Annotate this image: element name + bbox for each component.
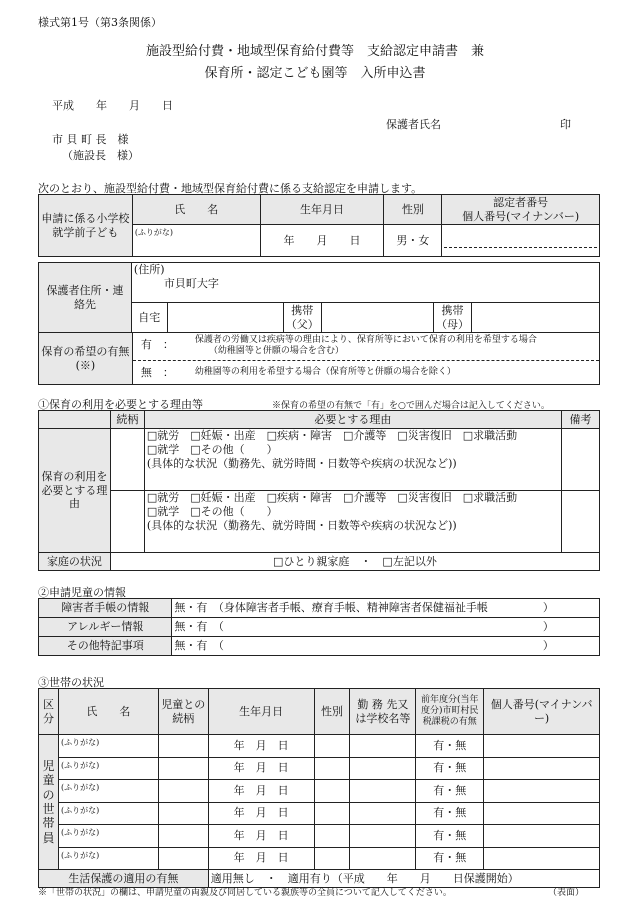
child-info-table	[38, 598, 600, 656]
member-birth-field[interactable]: 年 月 日	[208, 847, 314, 870]
reason-table	[38, 410, 600, 571]
member-relation-field[interactable]	[158, 847, 208, 870]
furigana-label: (ふりがな)	[60, 760, 100, 770]
section1-note: ※保育の希望の有無で「有」を○で囲んだ場合は記入してください。	[272, 401, 550, 411]
guardian-table	[38, 262, 600, 333]
wish-no: 無 ：	[140, 366, 174, 379]
child-label: 申請に係る小学校就学前子ども	[39, 195, 133, 257]
member-sex-field[interactable]	[314, 757, 350, 780]
member-name-field[interactable]	[58, 825, 158, 848]
household-row	[39, 780, 600, 803]
reason-corner	[39, 411, 111, 429]
section1-title: ①保育の利用を必要とする理由等	[38, 398, 203, 411]
member-name-field[interactable]	[58, 780, 158, 803]
member-tax-field[interactable]: 有・無	[416, 847, 484, 870]
member-mynumber-field[interactable]	[484, 780, 600, 803]
welfare-field[interactable]: 適用無し ・ 適用有り（平成 年 月 日保護開始）	[208, 870, 599, 888]
seal-mark: 印	[560, 118, 571, 131]
member-mynumber-field[interactable]	[484, 735, 600, 758]
disability-label: 障害者手帳の情報	[39, 599, 172, 618]
addressee-mayor: 市 貝 町 長 様	[52, 133, 129, 146]
home-phone-field[interactable]	[167, 303, 283, 333]
member-relation-field[interactable]	[158, 780, 208, 803]
wish-yes-text: 保護者の労働又は疾病等の理由により、保育所等において保育の利用を希望する場合	[194, 335, 537, 345]
child-name-field[interactable]	[132, 225, 260, 257]
home-label: 自宅	[131, 303, 167, 333]
other-notes-field[interactable]: 無・有 （ ）	[172, 637, 600, 656]
household-row	[39, 735, 600, 758]
reason-situation: (具体的な状況（勤務先、就労時間・日数等や疾病の状況など))	[146, 456, 457, 470]
title-line2: 保育所・認定こども園等 入所申込書	[204, 66, 426, 81]
col-cert: 認定者番号	[493, 195, 549, 209]
household-row	[39, 847, 600, 870]
reason-row-label: 保育の利用を必要とする理由	[39, 429, 111, 553]
furigana-label: (ふりがな)	[60, 738, 100, 747]
form-number: 様式第1号（第3条関係）	[38, 16, 162, 29]
wish-label: 保育の希望の有無(※)	[39, 333, 133, 385]
mobile-mother-field[interactable]	[471, 303, 599, 333]
furigana-label: (ふりがな)	[134, 228, 174, 237]
member-sex-field[interactable]	[314, 847, 350, 870]
intro-text: 次のとおり、施設型給付費・地域型保育給付費に係る支給認定を申請します。	[38, 182, 423, 195]
allergy-field[interactable]: 無・有 （ ）	[172, 618, 600, 637]
member-name-field[interactable]	[58, 735, 158, 758]
date-line: 平成 年 月 日	[52, 99, 173, 112]
mobile-mother-label: 携帯（母）	[433, 303, 471, 333]
col-birth: 生年月日	[260, 195, 384, 225]
col-member-birth: 生年月日	[208, 689, 314, 735]
other-notes-label: その他特記事項	[39, 637, 172, 656]
col-remarks: 備考	[562, 411, 600, 429]
member-birth-field[interactable]: 年 月 日	[208, 825, 314, 848]
member-sex-field[interactable]	[314, 735, 350, 758]
col-member-sex: 性別	[314, 689, 350, 735]
member-relation-field[interactable]	[158, 757, 208, 780]
col-child-relation: 児童との続柄	[158, 689, 208, 735]
reason-options-line1: □就労 □妊娠・出産 □疾病・障害 □介護等 □災害復旧 □求職活動	[146, 491, 518, 504]
wish-options[interactable]	[132, 333, 599, 385]
addressee-facility-head: （施設長 様）	[62, 149, 139, 162]
member-workplace-field[interactable]	[350, 735, 416, 758]
member-workplace-field[interactable]	[350, 757, 416, 780]
household-side-label: 児童の世帯員	[39, 735, 59, 870]
relation-field-2[interactable]	[110, 491, 144, 553]
member-relation-field[interactable]	[158, 735, 208, 758]
member-name-field[interactable]	[58, 847, 158, 870]
family-label: 家庭の状況	[39, 553, 111, 571]
mobile-father-field[interactable]	[321, 303, 433, 333]
cert-number-field[interactable]	[442, 225, 600, 257]
member-mynumber-field[interactable]	[484, 825, 600, 848]
col-cert-mynumber	[442, 195, 600, 225]
member-birth-field[interactable]: 年 月 日	[208, 802, 314, 825]
section3-title: ③世帯の状況	[38, 676, 104, 689]
reason-field-1[interactable]	[144, 429, 561, 491]
col-workplace: 勤 務 先又 は学校名等	[350, 689, 416, 735]
col-relation: 続柄	[110, 411, 144, 429]
member-name-field[interactable]	[58, 757, 158, 780]
member-workplace-field[interactable]	[350, 802, 416, 825]
section2-title: ②申請児童の情報	[38, 586, 126, 599]
address-value: 市貝町大字	[163, 276, 219, 290]
member-tax-field[interactable]: 有・無	[416, 735, 484, 758]
relation-field-1[interactable]	[110, 429, 144, 491]
reason-field-2[interactable]	[144, 491, 561, 553]
col-member-mynumber: 個人番号(マイナンバー)	[484, 689, 600, 735]
furigana-label: (ふりがな)	[60, 783, 100, 792]
reason-options-line2: □就学 □その他（ ）	[146, 442, 278, 456]
reason-options-line1: □就労 □妊娠・出産 □疾病・障害 □介護等 □災害復旧 □求職活動	[146, 429, 518, 442]
remarks-field-2[interactable]	[562, 491, 600, 553]
wish-no-row[interactable]	[133, 361, 599, 383]
member-mynumber-field[interactable]	[484, 802, 600, 825]
member-relation-field[interactable]	[158, 825, 208, 848]
applicant-table	[38, 194, 600, 257]
member-mynumber-field[interactable]	[484, 847, 600, 870]
member-mynumber-field[interactable]	[484, 757, 600, 780]
member-name-field[interactable]	[58, 802, 158, 825]
welfare-label: 生活保護の適用の有無	[39, 870, 209, 888]
household-row	[39, 825, 600, 848]
member-workplace-field[interactable]	[350, 780, 416, 803]
allergy-label: アレルギー情報	[39, 618, 172, 637]
guardian-label: 保護者住所・連絡先	[39, 263, 132, 333]
wish-table	[38, 332, 600, 385]
member-workplace-field[interactable]	[350, 847, 416, 870]
member-birth-field[interactable]: 年 月 日	[208, 757, 314, 780]
household-table	[38, 688, 600, 888]
col-tax: 前年度分(当年度分)市町村民税課税の有無	[416, 689, 484, 735]
title-line1: 施設型給付費・地域型保育給付費等 支給認定申請書 兼	[145, 44, 484, 59]
col-name: 氏 名	[132, 195, 260, 225]
child-sex-field[interactable]: 男・女	[384, 225, 442, 257]
wish-yes-sub: （幼稚園等と併願の場合を含む）	[208, 346, 344, 356]
remarks-field-1[interactable]	[562, 429, 600, 491]
household-row	[39, 757, 600, 780]
household-row	[39, 802, 600, 825]
disability-field[interactable]: 無・有 （身体障害者手帳、療育手帳、精神障害者保健福祉手帳 ）	[172, 599, 600, 618]
member-tax-field[interactable]: 有・無	[416, 757, 484, 780]
col-member-name: 氏 名	[58, 689, 158, 735]
member-relation-field[interactable]	[158, 802, 208, 825]
wish-yes-row[interactable]	[133, 334, 599, 361]
member-sex-field[interactable]	[314, 802, 350, 825]
col-mynumber: 個人番号(マイナンバー)	[462, 209, 580, 223]
furigana-label: (ふりがな)	[60, 805, 100, 815]
wish-yes: 有 ：	[140, 338, 174, 351]
household-footnote: ※「世帯の状況」の欄は、申請児童の両親及び同居している親族等の全員について記入してください。	[38, 888, 452, 898]
child-birth-field[interactable]: 年 月 日	[260, 225, 384, 257]
col-reason: 必要とする理由	[144, 411, 561, 429]
wish-no-text: 幼稚園等の利用を希望する場合（保育所等と併願の場合を除く）	[194, 367, 456, 377]
member-sex-field[interactable]	[314, 825, 350, 848]
furigana-label: (ふりがな)	[60, 828, 100, 837]
page-side-label: （表面）	[548, 888, 585, 898]
member-tax-field[interactable]: 有・無	[416, 802, 484, 825]
member-sex-field[interactable]	[314, 780, 350, 803]
col-sex: 性別	[384, 195, 442, 225]
guardian-name-label: 保護者氏名	[386, 118, 441, 131]
address-label: (住所)	[133, 263, 165, 276]
col-category: 区分	[39, 689, 59, 735]
furigana-label: (ふりがな)	[60, 850, 100, 860]
member-tax-field[interactable]: 有・無	[416, 780, 484, 803]
member-birth-field[interactable]: 年 月 日	[208, 735, 314, 758]
family-options[interactable]: □ひとり親家庭 ・ □左記以外	[110, 553, 599, 571]
member-birth-field[interactable]: 年 月 日	[208, 780, 314, 803]
reason-situation: (具体的な状況（勤務先、就労時間・日数等や疾病の状況など))	[146, 518, 457, 532]
address-field[interactable]	[131, 263, 599, 303]
member-tax-field[interactable]: 有・無	[416, 825, 484, 848]
member-workplace-field[interactable]	[350, 825, 416, 848]
reason-options-line2: □就学 □その他（ ）	[146, 504, 278, 518]
mobile-father-label: 携帯（父）	[283, 303, 321, 333]
